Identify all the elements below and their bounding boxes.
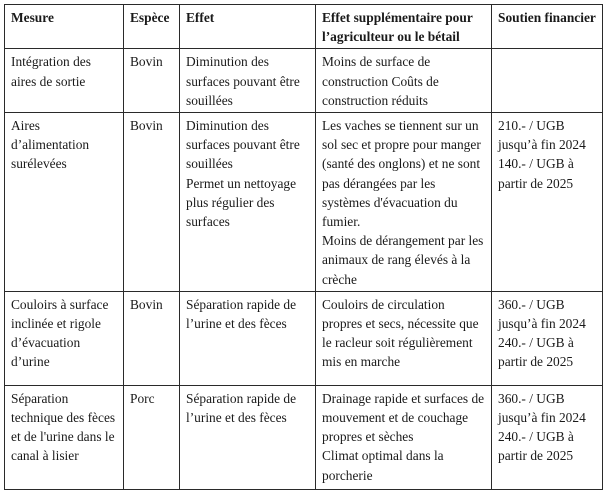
cell-soutien [492, 385, 603, 489]
soutien-line: 360.- / UGB jusqu’à fin 2024 [498, 296, 586, 332]
cell-soutien [492, 49, 603, 113]
header-mesure: Mesure [5, 5, 124, 49]
effet-supplementaire-line: Moins de dérangement par les animaux de rang élevés à la crèche [322, 233, 484, 287]
cell-mesure: Couloirs à surface inclinée et rigole d’évacuation d’urine [5, 291, 124, 385]
measures-table [4, 4, 603, 490]
header-effet-supplementaire: Effet supplémentaire pour l’agriculteur ou le bétail [316, 5, 492, 49]
cell-effet-supplementaire [316, 385, 492, 489]
effet-line: Séparation rapide de l’urine et des fèces [186, 390, 297, 426]
table-row [5, 113, 603, 292]
effet-supplementaire-line: Moins de surface de construction Coûts de construction réduits [322, 54, 439, 108]
effet-supplementaire-line: Couloirs de circulation propres et secs, nécessite que le racleur soit régulièrement mis en marche [322, 296, 479, 370]
cell-espece: Porc [124, 385, 180, 489]
cell-espece: Bovin [124, 291, 180, 385]
cell-effet-supplementaire [316, 291, 492, 385]
effet-line: Diminution des surfaces pouvant être souillées [186, 54, 300, 108]
table-row [5, 49, 603, 113]
soutien-line: 240.- / UGB à partir de 2025 [498, 335, 574, 370]
soutien-line: 210.- / UGB jusqu’à fin 2024 [498, 118, 586, 153]
header-soutien-financier: Soutien financier [492, 5, 603, 49]
cell-mesure: Séparation technique des fèces et de l'urine dans le canal à lisier [5, 385, 124, 489]
effet-line: Séparation rapide de l’urine et des fèces [186, 296, 297, 332]
cell-espece: Bovin [124, 49, 180, 113]
cell-effet [180, 49, 316, 113]
cell-mesure: Aires d’alimentation surélevées [5, 113, 124, 292]
soutien-line: 140.- / UGB à partir de 2025 [498, 156, 574, 191]
effet-supplementaire-line: Les vaches se tiennent sur un sol sec et propre pour manger (santé des onglons) et ne sont pas dérangées par les systèmes d'évacuation du fumier. [322, 118, 481, 230]
table-header-row [5, 5, 603, 49]
cell-effet [180, 113, 316, 292]
effet-supplementaire-line: Drainage rapide et surfaces de mouvement et de couchage propres et sèches [322, 390, 485, 445]
soutien-line: 360.- / UGB jusqu’à fin 2024 [498, 390, 586, 426]
effet-line: Permet un nettoyage plus régulier des surfaces [186, 175, 297, 230]
soutien-line: 240.- / UGB à partir de 2025 [498, 429, 574, 464]
cell-effet-supplementaire [316, 113, 492, 292]
cell-espece: Bovin [124, 113, 180, 292]
table-row [5, 291, 603, 385]
table-row [5, 385, 603, 489]
cell-soutien [492, 113, 603, 292]
cell-mesure: Intégration des aires de sortie [5, 49, 124, 113]
cell-effet [180, 385, 316, 489]
header-effet: Effet [180, 5, 316, 49]
effet-line: Diminution des surfaces pouvant être souillées [186, 118, 300, 172]
cell-effet-supplementaire [316, 49, 492, 113]
effet-supplementaire-line: Climat optimal dans la porcherie [322, 448, 444, 483]
header-espece: Espèce [124, 5, 180, 49]
cell-soutien [492, 291, 603, 385]
cell-effet [180, 291, 316, 385]
